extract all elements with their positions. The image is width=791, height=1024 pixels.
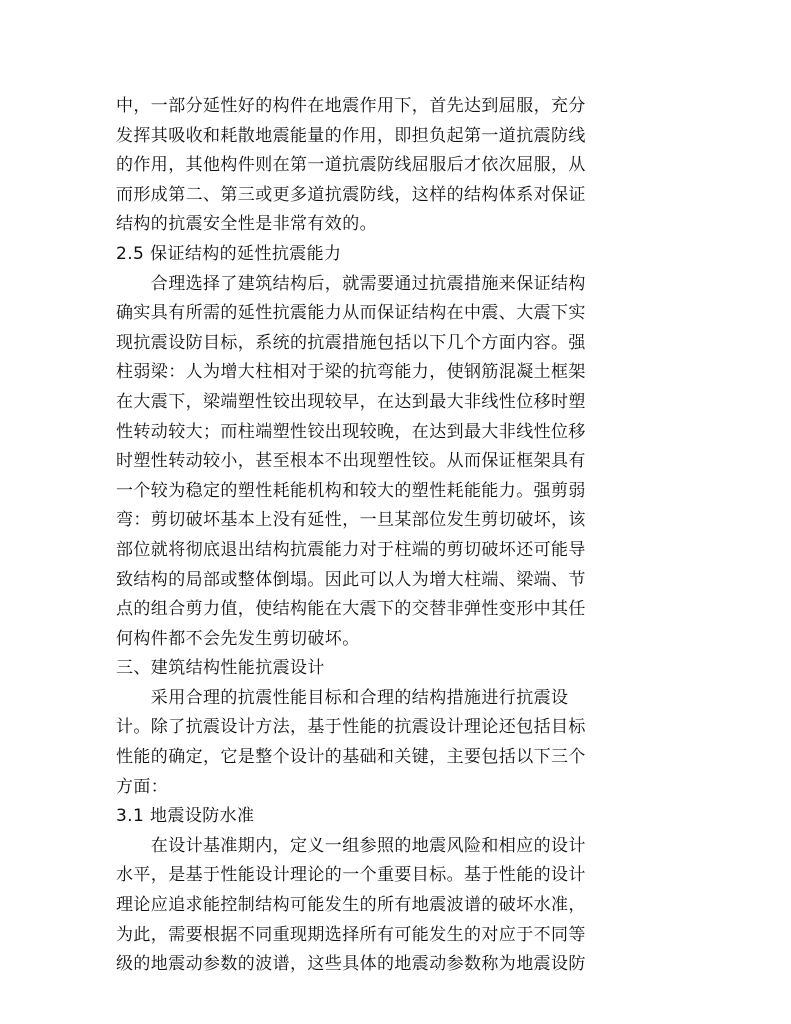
text-line: 点的组合剪力值，使结构能在大震下的交替非弹性变形中其任	[116, 599, 586, 620]
section-heading-2-5: 2.5 保证结构的延性抗震能力	[116, 243, 342, 264]
text-line: 理论应追求能控制结构可能发生的所有地震波谱的破坏水准，	[116, 895, 586, 916]
text-line: 部位就将彻底退出结构抗震能力对于柱端的剪切破坏还可能导	[116, 539, 586, 560]
paragraph-fortification-level	[116, 832, 621, 980]
paragraph-performance-design	[116, 684, 621, 802]
text-line: 结构的抗震安全性是非常有效的。	[116, 214, 377, 235]
text-line: 的作用，其他构件则在第一道抗震防线屈服后才依次屈服，从	[116, 155, 586, 176]
text-line: 弯：剪切破坏基本上没有延性，一旦某部位发生剪切破坏，该	[116, 510, 586, 531]
text-line: 致结构的局部或整体倒塌。因此可以人为增大柱端、梁端、节	[116, 569, 586, 590]
section-heading-3: 三、建筑结构性能抗震设计	[116, 658, 325, 679]
text-line: 性转动较大；而柱端塑性铰出现较晚，在达到最大非线性位移	[116, 421, 586, 442]
section-heading-3-1: 3.1 地震设防水准	[116, 806, 255, 827]
text-line: 合理选择了建筑结构后，就需要通过抗震措施来保证结构	[116, 273, 586, 294]
text-line: 一个较为稳定的塑性耗能机构和较大的塑性耗能能力。强剪弱	[116, 480, 586, 501]
text-line: 发挥其吸收和耗散地震能量的作用，即担负起第一道抗震防线	[116, 125, 586, 146]
text-line: 水平，是基于性能设计理论的一个重要目标。基于性能的设计	[116, 865, 586, 886]
text-line: 采用合理的抗震性能目标和合理的结构措施进行抗震设	[116, 687, 569, 708]
text-line: 为此，需要根据不同重现期选择所有可能发生的对应于不同等	[116, 924, 586, 945]
text-line: 级的地震动参数的波谱，这些具体的地震动参数称为地震设防	[116, 954, 586, 975]
text-line: 何构件都不会先发生剪切破坏。	[116, 628, 360, 649]
text-line: 现抗震设防目标，系统的抗震措施包括以下几个方面内容。强	[116, 332, 586, 353]
text-line: 在大震下，梁端塑性铰出现较早，在达到最大非线性位移时塑	[116, 391, 586, 412]
text-line: 中，一部分延性好的构件在地震作用下，首先达到屈服，充分	[116, 96, 586, 116]
text-line: 柱弱梁：人为增大柱相对于梁的抗弯能力，使钢筋混凝土框架	[116, 362, 586, 383]
text-line: 方面：	[116, 776, 169, 797]
text-line: 时塑性转动较小，甚至根本不出现塑性铰。从而保证框架具有	[116, 451, 586, 472]
text-line: 计。除了抗震设计方法，基于性能的抗震设计理论还包括目标	[116, 717, 586, 738]
text-line: 而形成第二、第三或更多道抗震防线，这样的结构体系对保证	[116, 184, 586, 205]
text-line: 性能的确定，它是整个设计的基础和关键，主要包括以下三个	[116, 747, 586, 768]
text-line: 在设计基准期内，定义一组参照的地震风险和相应的设计	[116, 835, 586, 856]
text-column	[116, 92, 621, 980]
paragraph-continuation	[116, 92, 621, 240]
paragraph-ductility	[116, 270, 621, 655]
text-line: 确实具有所需的延性抗震能力从而保证结构在中震、大震下实	[116, 303, 586, 324]
